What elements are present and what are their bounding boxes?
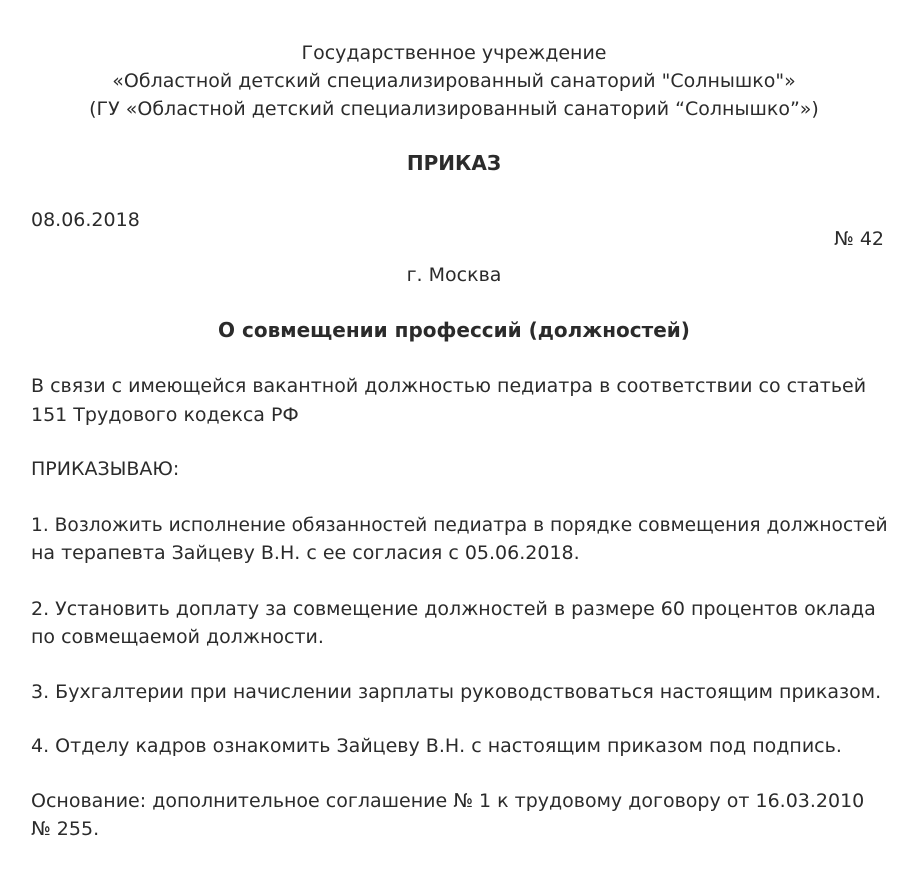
item-2-line-2: по совмещаемой должности.: [31, 626, 324, 648]
preamble-line-2: 151 Трудового кодекса РФ: [31, 404, 299, 426]
city: г. Москва: [406, 264, 502, 286]
org-short-name: (ГУ «Областной детский специализированный санаторий “Солнышко”»): [89, 98, 819, 120]
basis-line-1: Основание: дополнительное соглашение № 1 к трудовому договору от 16.03.2010: [31, 790, 865, 812]
order-date: 08.06.2018: [31, 209, 140, 231]
item-3: 3. Бухгалтерии при начислении зарплаты руководствоваться настоящим приказом.: [31, 681, 882, 703]
org-full-name: «Областной детский специализированный санаторий "Солнышко"»: [112, 70, 796, 92]
item-4: 4. Отделу кадров ознакомить Зайцеву В.Н. с настоящим приказом под подпись.: [31, 735, 842, 757]
item-2-line-1: 2. Установить доплату за совмещение должностей в размере 60 процентов оклада: [31, 598, 876, 620]
basis-line-2: № 255.: [31, 818, 100, 840]
order-subject: О совмещении профессий (должностей): [218, 318, 690, 342]
order-word: ПРИКАЗЫВАЮ:: [31, 458, 180, 480]
item-1-line-1: 1. Возложить исполнение обязанностей педиатра в порядке совмещения должностей: [31, 514, 888, 536]
document-type: ПРИКАЗ: [406, 151, 502, 175]
org-name-line: Государственное учреждение: [301, 42, 607, 64]
preamble-line-1: В связи с имеющейся вакантной должностью педиатра в соответствии со статьей: [31, 375, 867, 397]
item-1-line-2: на терапевта Зайцеву В.Н. с ее согласия с 05.06.2018.: [31, 542, 580, 564]
order-number: № 42: [834, 228, 884, 250]
